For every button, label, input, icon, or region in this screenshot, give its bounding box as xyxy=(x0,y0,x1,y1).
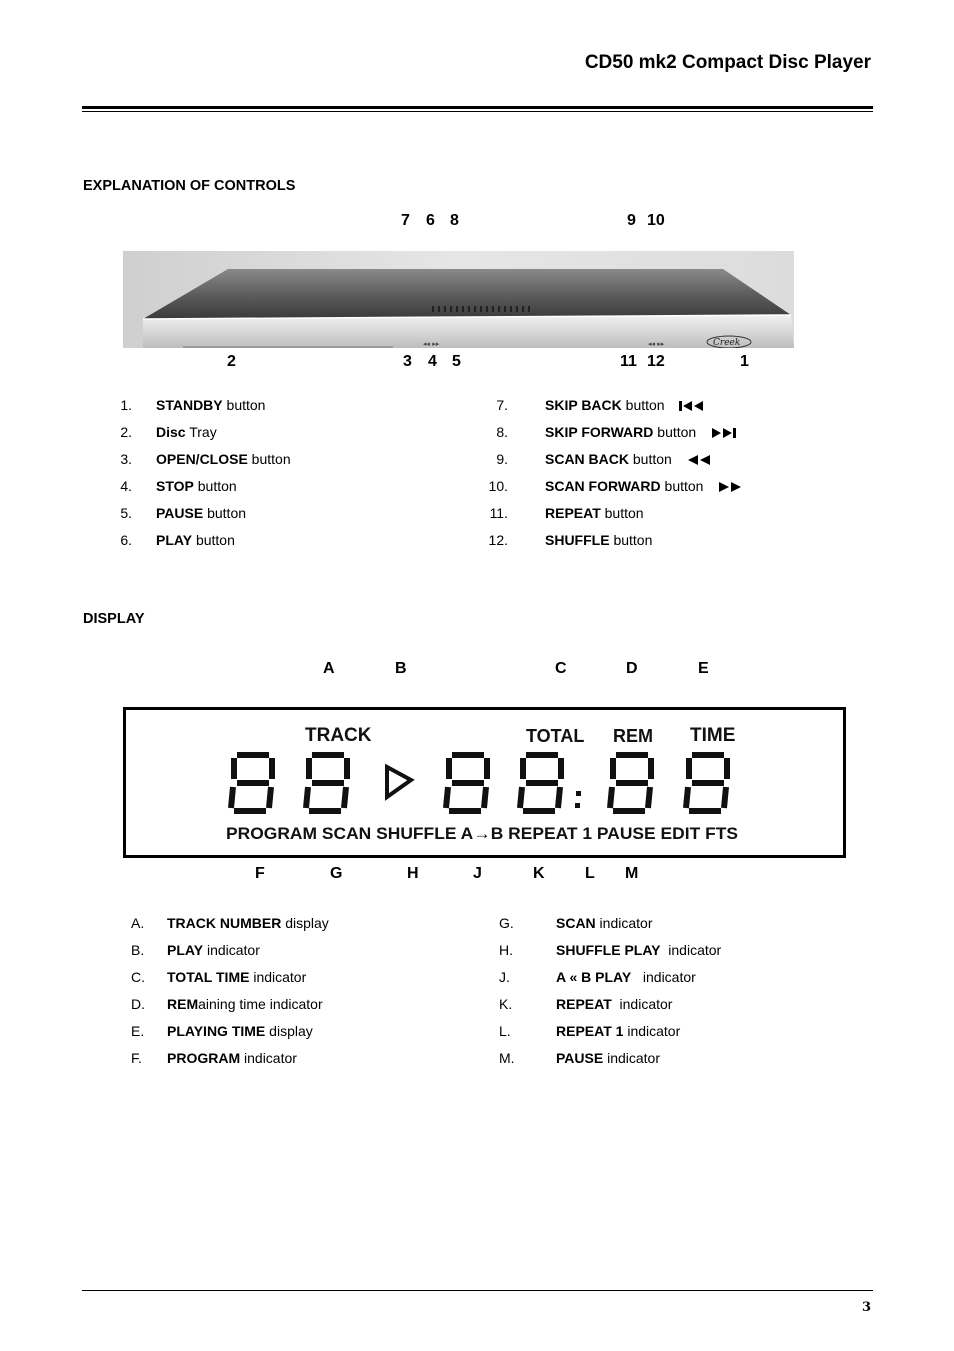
lcd-display-diagram xyxy=(123,707,846,858)
callout-F: F xyxy=(255,865,265,882)
display-letter: L. xyxy=(499,1023,511,1039)
footer-rule xyxy=(82,1290,873,1291)
control-item-scan-forward: SCAN FORWARD button xyxy=(545,478,743,494)
callout-M: M xyxy=(625,865,639,882)
svg-text:◂◂ ▸▸: ◂◂ ▸▸ xyxy=(648,340,665,348)
display-item-pause: PAUSE indicator xyxy=(556,1050,661,1066)
svg-text:◂◂ ▸▸: ◂◂ ▸▸ xyxy=(423,340,440,348)
display-item-shuffle-play: SHUFFLE PLAY indicator xyxy=(556,942,722,958)
control-item-stop: STOP button xyxy=(156,478,237,494)
scan-back-icon xyxy=(686,454,712,466)
callout-K: K xyxy=(533,865,545,882)
control-item-skip-back: SKIP BACK button xyxy=(545,397,706,413)
control-item-repeat: REPEAT button xyxy=(545,505,644,521)
callout-12: 12 xyxy=(647,353,665,370)
display-letter: K. xyxy=(499,996,513,1012)
skip-back-icon xyxy=(678,400,706,412)
lcd-rem-label: REM xyxy=(613,726,653,746)
control-item-scan-back: SCAN BACK button xyxy=(545,451,712,467)
page-number: 3 xyxy=(862,1300,872,1315)
display-letter: F. xyxy=(131,1050,142,1066)
display-item-scan: SCAN indicator xyxy=(556,915,653,931)
display-letter: E. xyxy=(131,1023,145,1039)
control-num: 8. xyxy=(496,424,508,440)
callout-6: 6 xyxy=(426,212,435,229)
control-item-shuffle: SHUFFLE button xyxy=(545,532,653,548)
callout-C: C xyxy=(555,660,567,677)
lcd-indicator-row: PROGRAM SCAN SHUFFLE A→B REPEAT 1 PAUSE EDIT FTS xyxy=(226,824,738,843)
lcd-time-label: TIME xyxy=(690,725,736,746)
display-letter: M. xyxy=(499,1050,515,1066)
callout-9: 9 xyxy=(627,212,636,229)
lcd-colon xyxy=(575,803,580,808)
callout-4: 4 xyxy=(428,353,437,370)
callout-7: 7 xyxy=(401,212,410,229)
callout-J: J xyxy=(473,865,482,882)
display-letter: G. xyxy=(499,915,514,931)
callout-5: 5 xyxy=(452,353,461,370)
callout-3: 3 xyxy=(403,353,412,370)
display-item-playing-time: PLAYING TIME display xyxy=(167,1023,313,1039)
callout-L: L xyxy=(585,865,595,882)
control-item-open-close: OPEN/CLOSE button xyxy=(156,451,291,467)
display-item-play: PLAY indicator xyxy=(167,942,260,958)
display-letter: A. xyxy=(131,915,145,931)
control-item-pause: PAUSE button xyxy=(156,505,247,521)
display-letter: C. xyxy=(131,969,145,985)
control-num: 3. xyxy=(120,451,132,467)
control-num: 12. xyxy=(488,532,508,548)
callout-8: 8 xyxy=(450,212,459,229)
callout-A: A xyxy=(323,660,335,677)
cd-player-image xyxy=(123,251,794,348)
control-item-standby: STANDBY button xyxy=(156,397,266,413)
lcd-colon xyxy=(576,791,581,796)
skip-forward-icon xyxy=(710,427,738,439)
control-item-disc-tray: Disc Tray xyxy=(156,424,217,440)
callout-11: 11 xyxy=(620,353,637,370)
control-item-skip-forward: SKIP FORWARD button xyxy=(545,424,738,440)
display-item-program: PROGRAM indicator xyxy=(167,1050,297,1066)
display-letter: H. xyxy=(499,942,513,958)
display-letter: B. xyxy=(131,942,145,958)
control-num: 2. xyxy=(120,424,132,440)
control-num: 9. xyxy=(496,451,508,467)
callout-D: D xyxy=(626,660,638,677)
control-num: 1. xyxy=(120,397,132,413)
display-item-repeat-1: REPEAT 1 indicator xyxy=(556,1023,681,1039)
callout-2: 2 xyxy=(227,353,236,370)
control-num: 5. xyxy=(120,505,132,521)
control-item-play: PLAY button xyxy=(156,532,235,548)
display-letter: D. xyxy=(131,996,145,1012)
header-rule-thin xyxy=(82,111,873,112)
callout-B: B xyxy=(395,660,407,677)
callout-1: 1 xyxy=(740,353,749,370)
creek-logo-text: Creek xyxy=(713,338,741,348)
scan-forward-icon xyxy=(717,481,743,493)
display-heading: DISPLAY xyxy=(83,611,145,627)
display-item-remaining-time: REMaining time indicator xyxy=(167,996,323,1012)
document-title: CD50 mk2 Compact Disc Player xyxy=(584,52,871,73)
callout-10: 10 xyxy=(647,212,665,229)
display-item-total-time: TOTAL TIME indicator xyxy=(167,969,307,985)
display-letter: J. xyxy=(499,969,510,985)
control-num: 10. xyxy=(488,478,508,494)
header-rule-thick xyxy=(82,106,873,109)
display-item-repeat: REPEAT indicator xyxy=(556,996,673,1012)
control-num: 6. xyxy=(120,532,132,548)
control-num: 11. xyxy=(489,505,508,521)
lcd-track-label: TRACK xyxy=(305,725,372,746)
callout-G: G xyxy=(330,865,343,882)
controls-heading: EXPLANATION OF CONTROLS xyxy=(83,178,296,194)
control-num: 4. xyxy=(120,478,132,494)
display-item-track-number: TRACK NUMBER display xyxy=(167,915,329,931)
display-item-a-b-play: A « B PLAY indicator xyxy=(556,969,696,985)
callout-E: E xyxy=(698,660,709,677)
control-num: 7. xyxy=(496,397,508,413)
callout-H: H xyxy=(407,865,419,882)
lcd-total-label: TOTAL xyxy=(526,726,585,746)
